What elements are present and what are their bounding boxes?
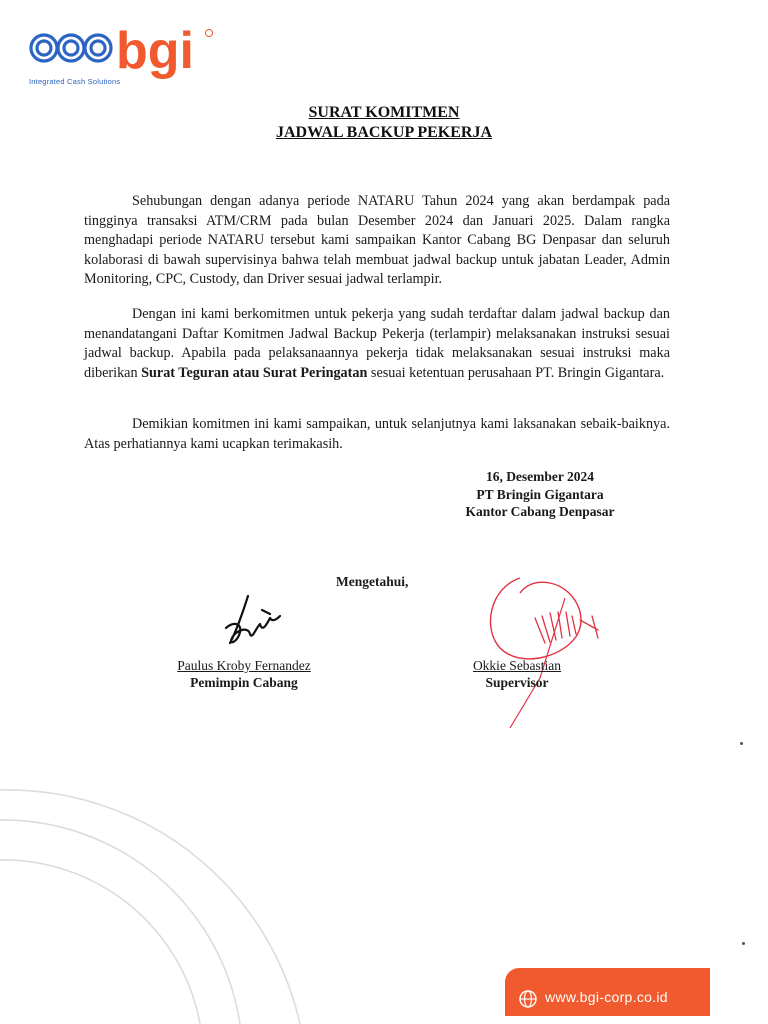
company-name: PT Bringin Gigantara — [476, 486, 604, 502]
acknowledge-label: Mengetahui, — [336, 574, 409, 589]
letter-title: SURAT KOMITMEN — [308, 104, 460, 121]
warning-letter-emphasis: Surat Teguran atau Surat Peringatan — [141, 364, 368, 381]
globe-icon — [519, 990, 537, 1008]
scan-speck — [740, 742, 743, 745]
paragraph-2-end: sesuai ketentuan perusahaan PT. Bringin Gigantara. — [367, 364, 665, 381]
signatory-right — [427, 657, 607, 691]
footer-bar — [505, 968, 710, 1016]
decorative-arcs — [0, 760, 330, 1024]
signature-left — [218, 588, 288, 658]
logo-tagline: Integrated Cash Solutions — [29, 77, 121, 86]
letter-subtitle: JADWAL BACKUP PEKERJA — [275, 124, 493, 141]
paragraph-3 — [84, 415, 670, 454]
scan-speck — [742, 942, 745, 945]
date-block — [440, 468, 640, 521]
paragraph-2 — [84, 305, 670, 383]
signatory-left — [154, 657, 334, 691]
signatory-left-role: Pemimpin Cabang — [190, 675, 298, 690]
office-name: Kantor Cabang Denpasar — [465, 504, 615, 519]
paragraph-2-text: Dengan ini kami berkomitmen untuk pekerja yang sudah terdaftar dalam jadwal backup dan menandatangani Daftar Komitmen Jadwal Backup Pekerja (terlampir) melaksanakan instruksi sesuai jadwal backup. Apabila pada pelaksanaannya pekerja tidak melaksanakan sesuai instruksi maka diberikan — [84, 306, 670, 381]
paragraph-3-text: Demikian komitmen ini kami sampaikan, untuk selanjutnya kami laksanakan sebaik-baiknya. Atas perhatiannya kami ucapkan terimakasih. — [84, 416, 670, 452]
signatory-left-name: Paulus Kroby Fernandez — [177, 658, 311, 673]
signatory-right-role: Supervisor — [485, 675, 549, 690]
logo-wordmark: bgi — [116, 22, 194, 80]
footer-website[interactable]: www.bgi-corp.co.id — [545, 989, 668, 1005]
letter-date: 16, Desember 2024 — [485, 469, 595, 484]
paragraph-1-text: Sehubungan dengan adanya periode NATARU Tahun 2024 yang akan berdampak pada tingginya transaksi ATM/CRM pada bulan Desember 2024 dan Januari 2025. Dalam rangka menghadapi periode NATARU tersebut kami sampaikan Kantor Cabang BG Denpasar dan seluruh kolaborasi di bawah supervisinya bahwa telah membuat jadwal backup untuk jabatan Leader, Admin Monitoring, CPC, Custody, dan Driver sesuai jadwal terlampir. — [84, 193, 670, 288]
signatory-right-name: Okkie Sebastian — [472, 658, 562, 673]
signature-right — [480, 568, 620, 738]
paragraph-1 — [84, 192, 670, 290]
